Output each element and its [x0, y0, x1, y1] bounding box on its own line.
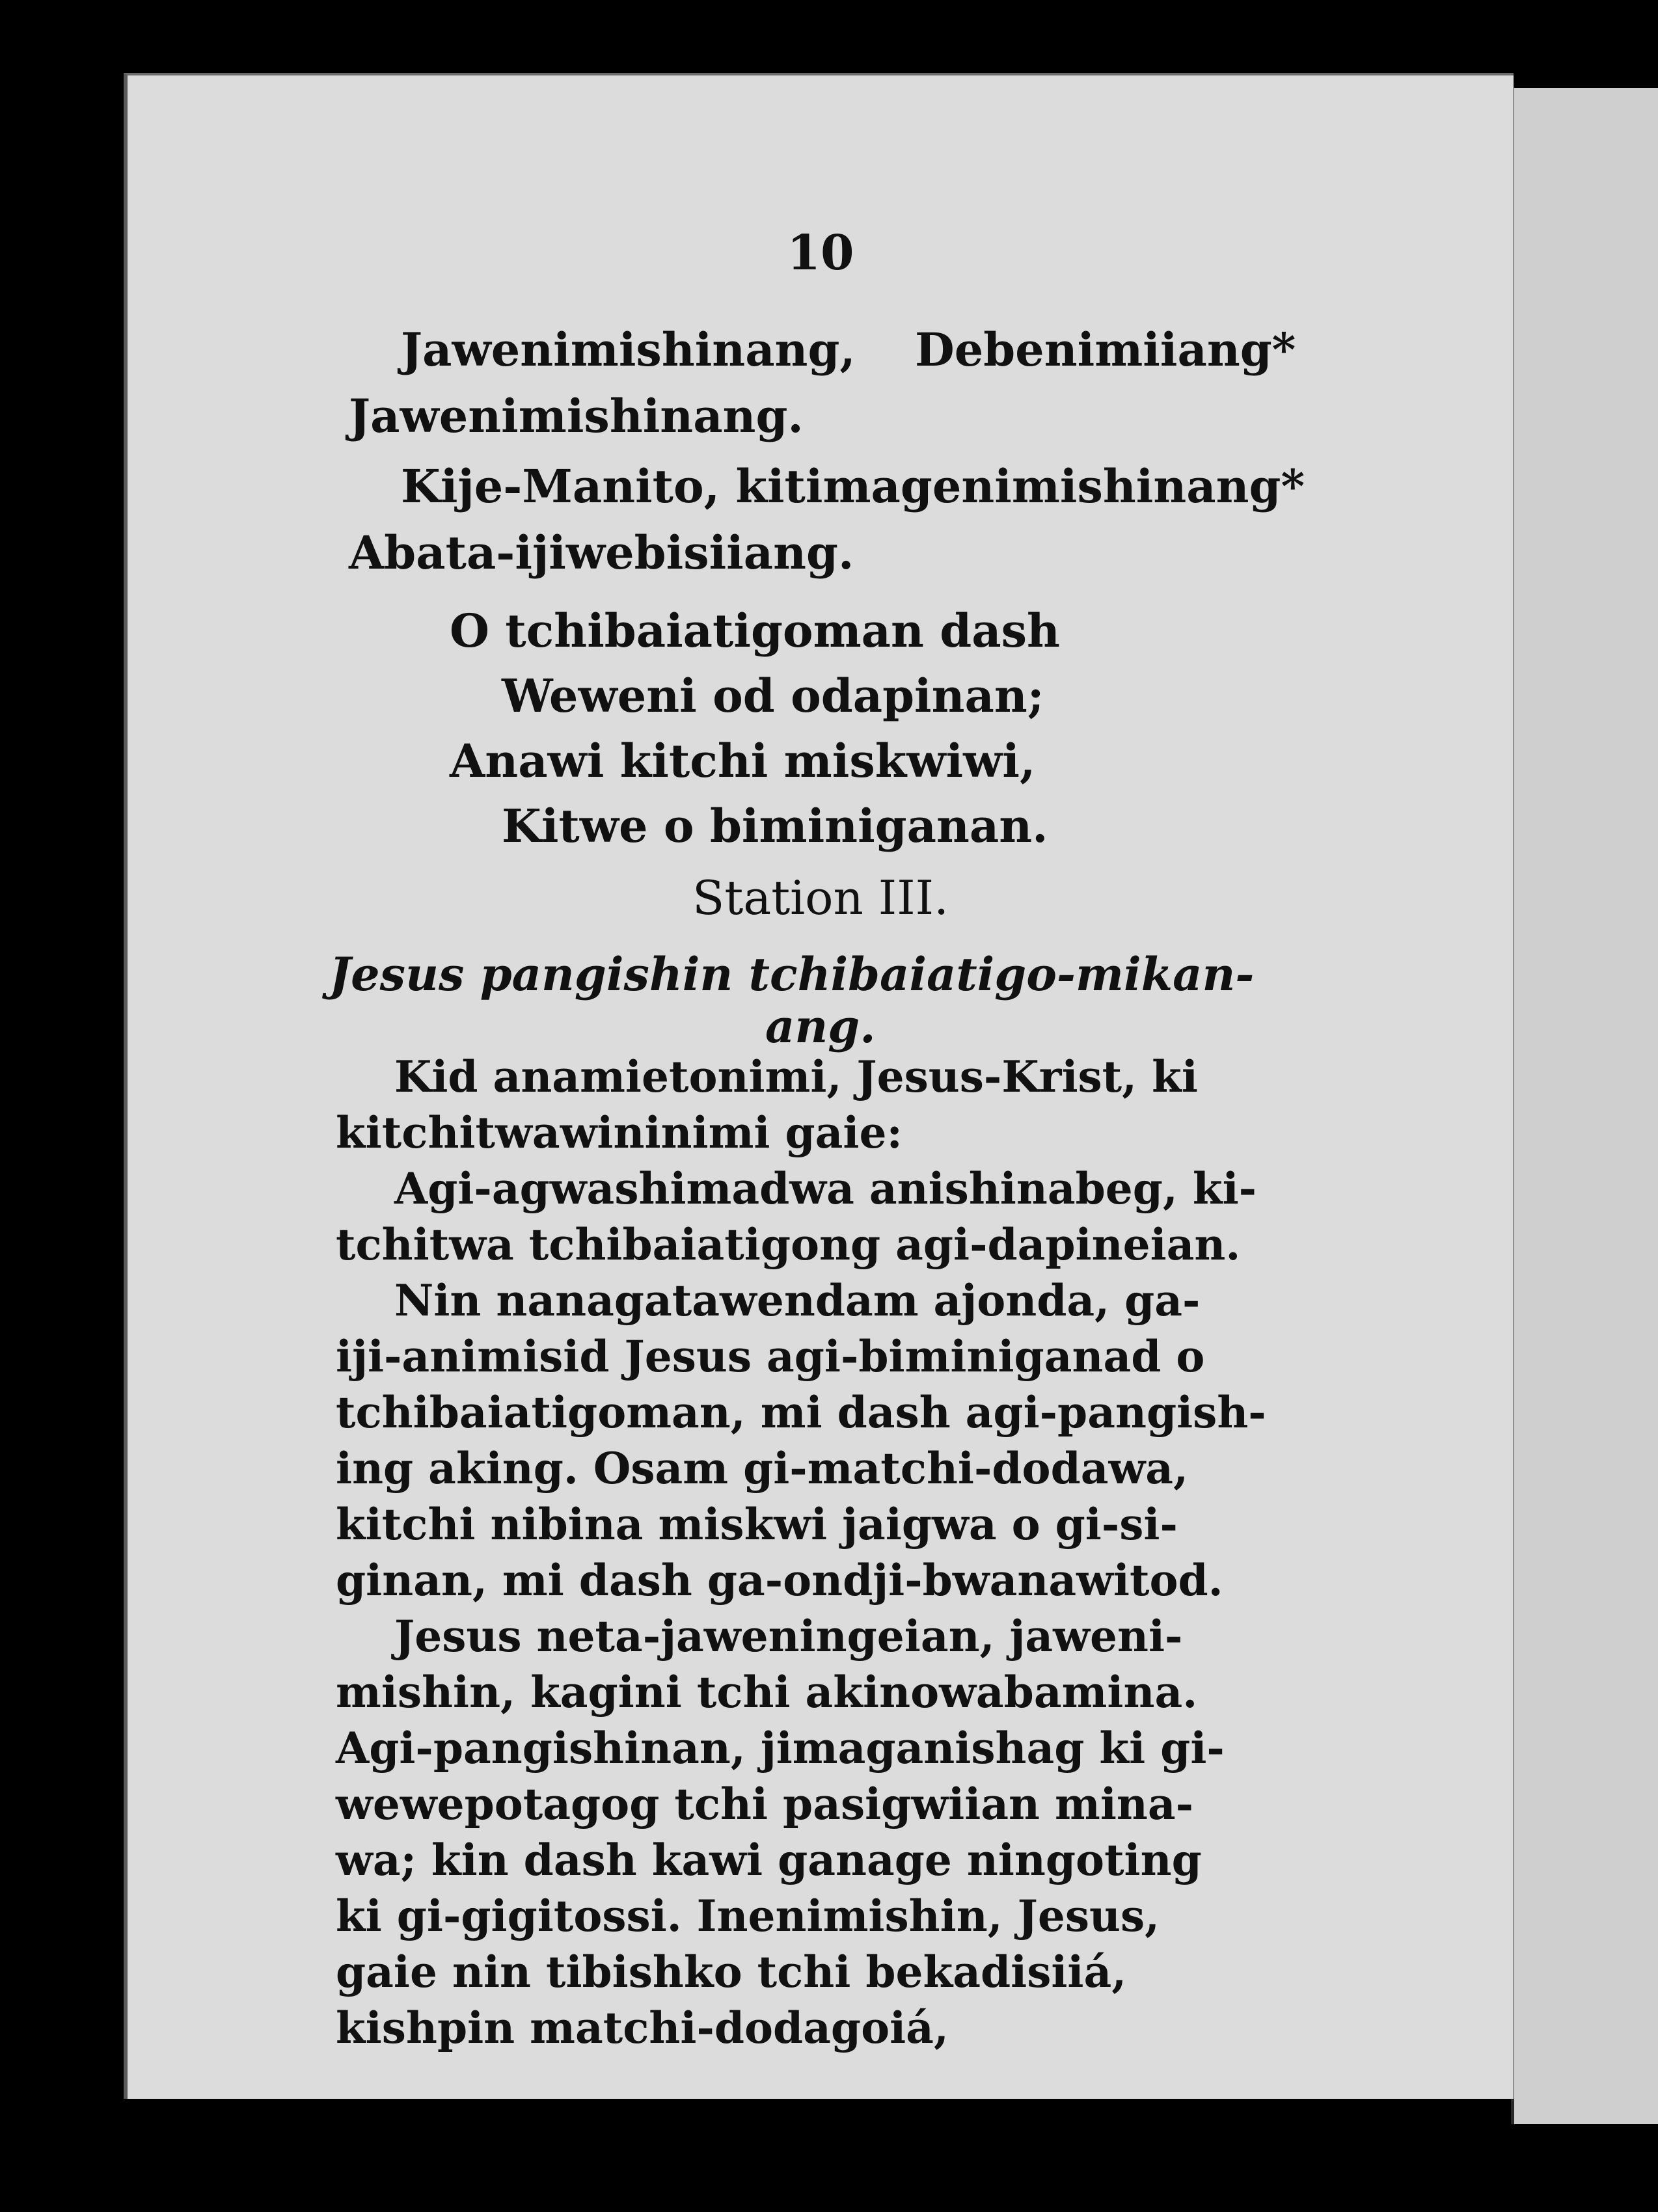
body-line-5: Nin nanagatawendam ajonda, ga- [394, 1275, 1201, 1326]
body-line-8: ing aking. Osam gi-matchi-dodawa, [336, 1443, 1189, 1494]
hymn-line-2: Weweni od odapinan; [502, 669, 1044, 723]
litany-line-1: Jawenimishinang, [401, 323, 856, 377]
body-line-14: wewepotagog tchi pasigwiian mina- [336, 1779, 1194, 1829]
body-line-18: kishpin matchi-dodagoiá, [336, 2003, 949, 2053]
body-line-15: wa; kin dash kawi ganage ningoting [336, 1835, 1202, 1885]
station-title: Station III. [692, 870, 949, 925]
body-line-6: iji-animisid Jesus agi-biminiganad o [336, 1331, 1205, 1382]
station-subtitle-line-1: Jesus pangishin tchibaiatigo-mikan- [329, 947, 1255, 1001]
body-line-9: kitchi nibina miskwi jaigwa o gi-si- [336, 1499, 1178, 1550]
body-line-17: gaie nin tibishko tchi bekadisiiá, [336, 1947, 1127, 1997]
litany-line-2: Debenimiiang* [915, 323, 1296, 377]
body-line-7: tchibaiatigoman, mi dash agi-pangish- [336, 1387, 1266, 1438]
page-number: 10 [787, 225, 854, 281]
body-line-3: Agi-agwashimadwa anishinabeg, ki- [394, 1163, 1257, 1214]
body-line-16: ki gi-gigitossi. Inenimishin, Jesus, [336, 1891, 1160, 1941]
body-line-4: tchitwa tchibaiatigong agi-dapineian. [336, 1219, 1241, 1270]
body-line-2: kitchitwawininimi gaie: [336, 1107, 903, 1158]
litany-line-4: Kije-Manito, kitimagenimishinang* [401, 459, 1305, 513]
station-subtitle-line-2: ang. [765, 999, 876, 1053]
hymn-line-4: Kitwe o biminiganan. [502, 799, 1048, 853]
body-line-12: mishin, kagini tchi akinowabamina. [336, 1667, 1198, 1718]
hymn-line-1: O tchibaiatigoman dash [450, 604, 1060, 658]
facing-page-edge [1511, 88, 1658, 2124]
body-line-13: Agi-pangishinan, jimaganishag ki gi- [336, 1723, 1225, 1774]
body-line-10: ginan, mi dash ga-ondji-bwanawitod. [336, 1555, 1223, 1606]
hymn-line-3: Anawi kitchi miskwiwi, [450, 734, 1036, 788]
book-page [124, 73, 1514, 2099]
body-line-11: Jesus neta-jaweningeian, jaweni- [394, 1611, 1183, 1662]
litany-line-5: Abata-ijiwebisiiang. [349, 526, 854, 580]
body-line-1: Kid anamietonimi, Jesus-Krist, ki [394, 1051, 1198, 1102]
litany-line-3: Jawenimishinang. [349, 389, 804, 443]
